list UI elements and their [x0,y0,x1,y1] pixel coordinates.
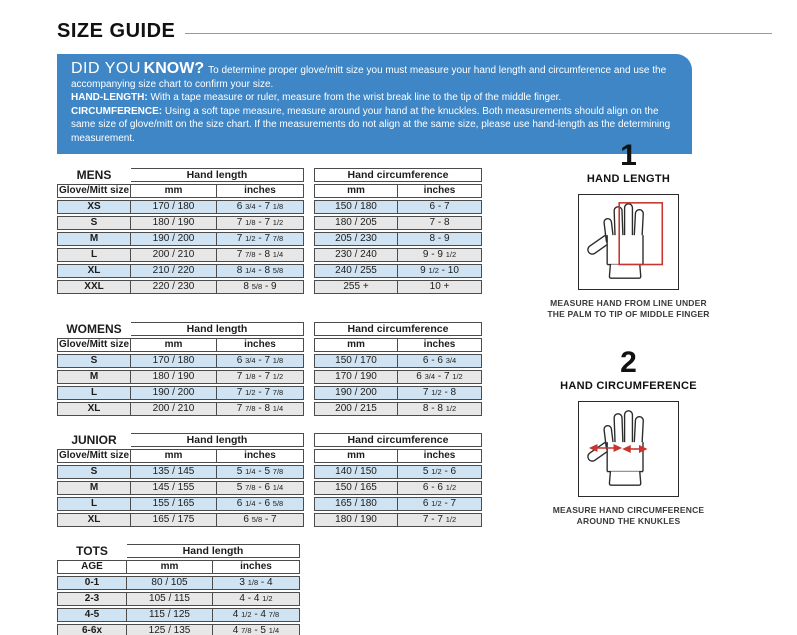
hand-length-diagram [578,194,679,290]
banner-circumference-line [71,105,678,146]
table-row [57,576,300,590]
size-label: Glove/Mitt size [59,450,130,461]
inches-cell: 6 3/4 - 7 1/8 [217,200,304,214]
inches-cell: 6 1/4 - 6 5/8 [217,497,304,511]
table-title: WOMENS [66,322,122,336]
mm-cell: 105 / 115 [127,592,213,606]
inches-cell: 7 - 8 [398,216,482,230]
inches-cell: 10 + [398,280,482,294]
circumference-text: Using a soft tape measure, measure around your hand at the knuckles. Both measurements should align on the same size of glove/mitt on the size chart. If the measurements do not align at the same size, please use hand-length as the determining measurement. [71,105,671,144]
inches-cell: 6 - 6 1/2 [398,481,482,495]
tots-size-table [57,542,487,635]
inches-header: inches [217,184,304,198]
title-rule [185,33,772,34]
inches-cell: 3 1/8 - 4 [213,576,300,590]
size-cell: XL [57,513,131,527]
table-row [314,264,482,278]
inches-header: inches [398,338,482,352]
size-label: Glove/Mitt size [59,185,130,196]
size-cell: XXL [57,280,131,294]
inches-cell: 7 - 7 1/2 [398,513,482,527]
table-row [314,386,482,400]
mm-cell: 170 / 190 [314,370,398,384]
banner-intro [71,62,678,91]
inches-cell: 7 7/8 - 8 1/4 [217,402,304,416]
table-row [57,513,304,527]
size-cell: 0-1 [57,576,127,590]
mm-cell: 180 / 190 [314,513,398,527]
mm-cell: 145 / 155 [131,481,217,495]
hand-circumference-icon [580,402,678,495]
inches-cell: 6 - 6 3/4 [398,354,482,368]
mm-cell: 150 / 170 [314,354,398,368]
table-row [57,481,304,495]
did-you-know-banner [57,54,692,154]
inches-cell: 9 1/2 - 10 [398,264,482,278]
size-cell: M [57,481,131,495]
mm-cell: 255 + [314,280,398,294]
inches-cell: 7 1/8 - 7 1/2 [217,370,304,384]
table-row [57,354,304,368]
mm-cell: 200 / 210 [131,402,217,416]
womens-hand-length-table [57,320,304,418]
table-row [57,248,304,262]
table-row [314,200,482,214]
mm-cell: 190 / 200 [314,386,398,400]
inches-cell: 4 - 4 1/2 [213,592,300,606]
table-row [314,280,482,294]
mm-cell: 180 / 190 [131,216,217,230]
mm-header: mm [314,338,398,352]
banner-headline-light: DID YOU [71,60,141,77]
mens-hand-length-table [57,166,304,296]
inches-cell: 8 - 9 [398,232,482,246]
mm-cell: 230 / 240 [314,248,398,262]
page-header [57,20,772,43]
inches-header: inches [398,449,482,463]
banner-hand-length-line [71,91,678,105]
table-row [57,465,304,479]
table-row [57,216,304,230]
hand-circumference-instruction [543,347,715,528]
table-row [57,402,304,416]
mm-cell: 165 / 175 [131,513,217,527]
inches-cell: 4 7/8 - 5 1/4 [213,624,300,635]
hand-circumference-header: Hand circumference [314,168,482,182]
tots-hand-length-table [57,542,300,635]
mm-cell: 200 / 215 [314,402,398,416]
mm-header: mm [314,184,398,198]
size-cell: 6-6x [57,624,127,635]
junior-size-table [57,431,487,529]
banner-intro-text: To determine proper glove/mitt size you must measure your hand length and circumference and use the accompanying size chart to confirm your size. [71,65,667,90]
size-cell: XS [57,200,131,214]
table-row [314,354,482,368]
hand-length-icon [580,195,678,288]
inches-cell: 6 5/8 - 7 [217,513,304,527]
mm-header: mm [131,338,217,352]
mm-cell: 140 / 150 [314,465,398,479]
table-row [314,370,482,384]
mm-cell: 205 / 230 [314,232,398,246]
page-title: SIZE GUIDE [57,20,176,42]
table-row [314,481,482,495]
table-row [57,280,304,294]
size-cell: L [57,497,131,511]
mm-cell: 180 / 190 [131,370,217,384]
hand-circumference-caption: MEASURE HAND CIRCUMFERENCE AROUND THE KNUKLES [552,504,705,527]
hand-circumference-title: HAND CIRCUMFERENCE [560,379,697,392]
mm-cell: 115 / 125 [127,608,213,622]
womens-size-table [57,320,487,418]
table-title: JUNIOR [71,433,117,447]
table-row [57,624,300,635]
inches-header: inches [213,560,300,574]
size-cell: XL [57,402,131,416]
inches-cell: 7 1/8 - 7 1/2 [217,216,304,230]
inches-header: inches [217,338,304,352]
measurement-instructions [536,140,721,528]
inches-cell: 9 - 9 1/2 [398,248,482,262]
inches-cell: 6 - 7 [398,200,482,214]
size-cell: XL [57,264,131,278]
mm-cell: 170 / 180 [131,354,217,368]
size-cell: S [57,216,131,230]
size-label: AGE [57,560,127,574]
mm-header: mm [131,184,217,198]
inches-cell: 5 1/4 - 5 7/8 [217,465,304,479]
inches-cell: 8 1/4 - 8 5/8 [217,264,304,278]
mm-cell: 190 / 200 [131,232,217,246]
mm-cell: 165 / 180 [314,497,398,511]
table-row [314,497,482,511]
table-row [57,386,304,400]
mm-cell: 190 / 200 [131,386,217,400]
hand-length-header: Hand length [131,322,304,336]
mens-hand-circumference-table [314,166,482,296]
table-title: MENS [76,168,112,182]
step-2-number: 2 [620,345,637,379]
table-row [314,465,482,479]
table-row [57,608,300,622]
inches-cell: 7 1/2 - 7 7/8 [217,232,304,246]
size-cell: S [57,465,131,479]
mm-cell: 125 / 135 [127,624,213,635]
mens-size-table [57,166,487,296]
inches-cell: 5 7/8 - 6 1/4 [217,481,304,495]
inches-cell: 6 3/4 - 7 1/2 [398,370,482,384]
hand-length-title: HAND LENGTH [586,173,671,185]
size-cell: 4-5 [57,608,127,622]
mm-cell: 155 / 165 [131,497,217,511]
mm-cell: 150 / 165 [314,481,398,495]
inches-cell: 5 1/2 - 6 [398,465,482,479]
inches-header: inches [398,184,482,198]
table-row [57,592,300,606]
table-row [57,264,304,278]
inches-cell: 7 1/2 - 7 7/8 [217,386,304,400]
mm-cell: 170 / 180 [131,200,217,214]
table-row [57,232,304,246]
table-row [314,232,482,246]
mm-cell: 210 / 220 [131,264,217,278]
mm-cell: 180 / 205 [314,216,398,230]
mm-header: mm [131,449,217,463]
junior-hand-circumference-table [314,431,482,529]
mm-cell: 200 / 210 [131,248,217,262]
hand-circumference-header: Hand circumference [314,433,482,447]
size-cell: M [57,232,131,246]
circumference-label: CIRCUMFERENCE: [71,105,163,117]
hand-length-caption: MEASURE HAND FROM LINE UNDER THE PALM TO TIP OF MIDDLE FINGER [547,298,710,320]
table-row [314,216,482,230]
hand-length-label: HAND-LENGTH: [71,92,148,103]
inches-cell: 6 1/2 - 7 [398,497,482,511]
mm-cell: 240 / 255 [314,264,398,278]
inches-cell: 6 3/4 - 7 1/8 [217,354,304,368]
mm-cell: 220 / 230 [131,280,217,294]
size-cell: 2-3 [57,592,127,606]
table-title: TOTS [76,544,108,558]
mm-cell: 135 / 145 [131,465,217,479]
inches-cell: 4 1/2 - 4 7/8 [213,608,300,622]
inches-header: inches [217,449,304,463]
table-row [57,200,304,214]
mm-cell: 80 / 105 [127,576,213,590]
banner-headline-bold: KNOW? [143,60,205,77]
size-tables-column [57,166,487,635]
hand-circumference-diagram [578,401,679,497]
size-cell: M [57,370,131,384]
size-cell: L [57,248,131,262]
size-label: Glove/Mitt size [59,339,130,350]
hand-length-text: With a tape measure or ruler, measure from the wrist break line to the tip of the middle finger. [150,92,562,103]
table-row [57,370,304,384]
junior-hand-length-table [57,431,304,529]
hand-length-instruction [543,140,715,321]
hand-circumference-header: Hand circumference [314,322,482,336]
table-row [314,513,482,527]
step-1-number: 1 [620,139,637,172]
hand-length-header: Hand length [131,433,304,447]
table-row [314,248,482,262]
size-cell: L [57,386,131,400]
inches-cell: 7 1/2 - 8 [398,386,482,400]
inches-cell: 7 7/8 - 8 1/4 [217,248,304,262]
womens-hand-circumference-table [314,320,482,418]
size-cell: S [57,354,131,368]
mm-cell: 150 / 180 [314,200,398,214]
mm-header: mm [314,449,398,463]
inches-cell: 8 - 8 1/2 [398,402,482,416]
hand-length-header: Hand length [127,544,300,558]
table-row [314,402,482,416]
inches-cell: 8 5/8 - 9 [217,280,304,294]
hand-length-header: Hand length [131,168,304,182]
mm-header: mm [127,560,213,574]
table-row [57,497,304,511]
